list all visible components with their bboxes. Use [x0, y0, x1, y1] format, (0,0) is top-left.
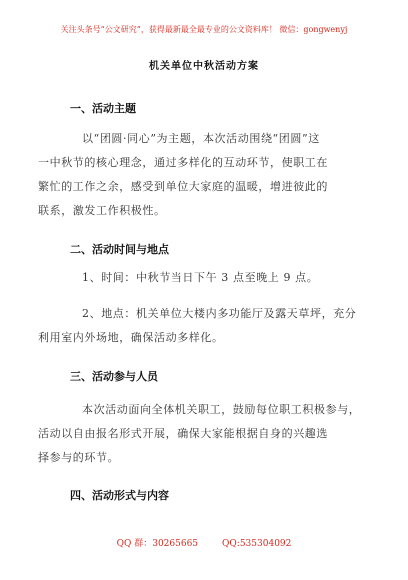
section-paragraph [38, 127, 356, 223]
paragraph-line: 一中秋节的核心理念，通过多样化的互动环节，使职工在 [38, 156, 328, 169]
section-heading-participants: 三、活动参与人员 [70, 370, 158, 383]
paragraph-line: 择参与的环节。 [38, 451, 120, 464]
paragraph-line: 联系，激发工作积极性。 [38, 204, 166, 217]
section-heading-time-place: 二、活动时间与地点 [70, 243, 169, 256]
paragraph-line: 利用室内外场地，确保活动多样化。 [38, 331, 224, 344]
paragraph-line: 1、时间：中秋节当日下午 3 点至晚上 9 点。 [82, 271, 319, 284]
contact-footer [0, 536, 408, 549]
section-heading-theme: 一、活动主题 [70, 102, 136, 115]
paragraph-line: 2、地点：机关单位大楼内多功能厅及露天草坪，充分 [82, 307, 357, 320]
promo-banner: 关注头条号“公文研究”，获得最新最全最专业的公文资料库！ 微信：gongwenyj [60, 25, 348, 34]
paragraph-line: 活动以自由报名形式开展，确保大家能根据自身的兴趣选 [38, 427, 328, 440]
paragraph-line: 繁忙的工作之余，感受到单位大家庭的温暖，增进彼此的 [38, 180, 328, 193]
paragraph-line: 本次活动面向全体机关职工，鼓励每位职工积极参与， [82, 403, 361, 416]
qq-group-text: QQ 群：30265665 [116, 539, 199, 549]
section-paragraph [60, 266, 356, 290]
section-paragraph [38, 398, 361, 470]
section-paragraph [38, 302, 357, 350]
qq-number-text: QQ:535304092 [222, 539, 292, 549]
section-heading-format: 四、活动形式与内容 [70, 489, 169, 502]
paragraph-line: 以“团圆·同心”为主题，本次活动围绕“团圆”这 [82, 132, 320, 145]
document-title: 机关单位中秋活动方案 [149, 61, 259, 72]
